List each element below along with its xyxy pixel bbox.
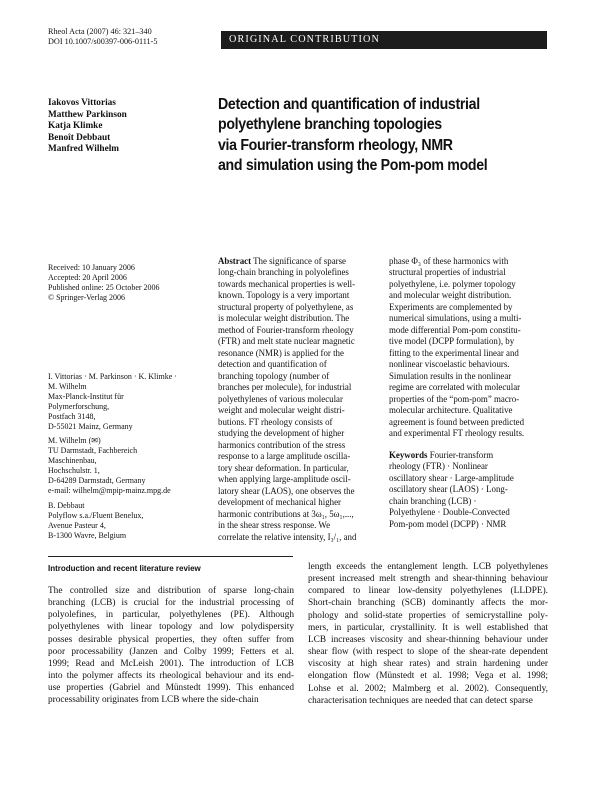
body-line: processability originates from LCB where the side-chain [48, 695, 259, 706]
affiliation-line: B-1300 Wavre, Belgium [48, 530, 127, 540]
body-line: LCB increases viscosity and shear-thinning behaviour under [308, 634, 548, 645]
author-name: Manfred Wilhelm [48, 144, 120, 155]
abstract-line: in the shear stress response. We [218, 520, 331, 531]
abstract-line: Experiments are complemented by [389, 301, 513, 312]
abstract-line: tive model (DCPP formulation), by [389, 336, 515, 347]
section-heading: Introduction and recent literature review [48, 563, 201, 573]
affiliation-tu-darmstadt [48, 436, 213, 495]
abstract-line: studying the development of higher [218, 428, 345, 439]
author-name: Iakovos Vittorias [48, 98, 116, 108]
article-title [218, 95, 531, 177]
body-line: compared to linear low-density polyethylenes (LLDPE). [308, 586, 548, 597]
section-divider [48, 556, 293, 557]
affiliation-line: Polyflow s.a./Fluent Benelux, [48, 510, 144, 520]
abstract-line: and experimental FT rheology results. [389, 428, 525, 439]
copyright: © Springer-Verlag 2006 [48, 292, 126, 302]
abstract-line: phase Φ₃ of these harmonics with [389, 256, 509, 266]
abstract-line: (FTR) and melt state nuclear magnetic [218, 336, 355, 347]
affiliation-line: Avenue Pasteur 4, [48, 520, 106, 530]
keywords-line: chain branching (LCB) · [389, 495, 477, 506]
abstract-line: polyethylenes of various molecular [218, 393, 343, 404]
affiliation-line: I. Vittorias · M. Parkinson · K. Klimke · [48, 372, 177, 381]
article-type-banner: ORIGINAL CONTRIBUTION [221, 31, 547, 49]
affiliation-line: Postfach 3148, [48, 411, 96, 421]
abstract-line: latory shear (LAOS), one observes the [218, 485, 355, 496]
body-line: phology and solid-state properties of semicrystalline poly- [308, 610, 548, 621]
author-list [48, 98, 127, 156]
body-line: shear flow (with respect to slope of the shear-rate dependent [308, 647, 548, 658]
affiliation-line: Max-Planck-Institut für [48, 391, 124, 401]
abstract-line: towards mechanical properties is well- [218, 278, 356, 289]
affiliation-line: M. Wilhelm [48, 381, 87, 391]
body-line: poor processability (Janzen and Colby 1999; Fetters et al. [48, 646, 294, 657]
abstract-line: Simulation results in the nonlinear [389, 370, 512, 381]
abstract-label: Abstract [218, 256, 252, 266]
abstract-line: molecular architecture. Qualitative [389, 405, 513, 416]
abstract-line: butions. FT rheology consists of [218, 416, 333, 427]
abstract-continuation-column [389, 256, 548, 530]
abstract-first-line: Abstract The significance of sparse [218, 256, 346, 266]
keywords-first-line: Keywords Fourier-transform [389, 449, 494, 460]
abstract-line: agreement is found between predicted [389, 416, 525, 427]
keywords-line: oscillatory shear (LAOS) · Long- [389, 484, 508, 495]
abstract-line: regime are correlated with molecular [389, 382, 521, 393]
abstract-line: method of Fourier-transform rheology [218, 324, 354, 335]
body-line: polyolefines, in particular, polyethylenes (PE). Although [48, 610, 294, 621]
doi-line: DOI 10.1007/s00397-006-0111-5 [48, 37, 158, 46]
keywords-line: rheology (FTR) · Nonlinear [389, 461, 488, 472]
email-line[interactable]: e-mail: wilhelm@mpip-mainz.mpg.de [48, 485, 171, 495]
abstract-line: is molecular weight distribution. The [218, 313, 350, 324]
abstract-line: harmonic contributions at 3ω₁, 5ω₁,..., [218, 508, 354, 519]
abstract-line: long-chain branching in polyolefines [218, 267, 349, 278]
body-line: present increased melt strength and shear-thinning behaviour [308, 574, 548, 585]
title-line: via Fourier-transform rheology, NMR [218, 136, 453, 154]
body-line: Short-chain branching (SCB) dominantly affects the mor- [308, 598, 548, 609]
abstract-line: harmonics contribution of the stress [218, 439, 346, 450]
body-line: into the polymer affects its rheological behaviour and its end- [48, 671, 294, 682]
body-line: characterisation techniques are needed that can detect sparse [308, 695, 533, 706]
abstract-line: mode differential Pom-pom constitu- [389, 324, 521, 335]
affiliation-polyflow [48, 501, 213, 541]
body-line: 1999; Read and McLeish 2001). The introduction of LCB [48, 658, 294, 669]
abstract-line: known. Topology is a very important [218, 290, 350, 301]
abstract-line: and molecular weight distribution. [389, 290, 512, 301]
body-line: mers, in particular, crystallinity. It is well established that [308, 622, 548, 633]
body-left-column [48, 585, 294, 707]
abstract-line: resonance (NMR) is applied for the [218, 347, 344, 358]
abstract-line: branches per molecule), for industrial [218, 382, 352, 393]
abstract-line: fitting to the experimental linear and [389, 347, 519, 358]
abstract-line: correlate the relative intensity, I₃/₁, and [218, 531, 357, 542]
abstract-line: structural properties of industrial [389, 267, 506, 278]
affiliation-line: Hochschulstr. 1, [48, 465, 100, 475]
journal-volume-line: Rheol Acta (2007) 46: 321–340 [48, 27, 152, 36]
date-accepted: Accepted: 20 April 2006 [48, 272, 127, 282]
affiliation-line: Maschinenbau, [48, 455, 97, 465]
abstract-line: tory shear deformation. In particular, [218, 462, 349, 473]
abstract-line: weight and molecular weight distri- [218, 405, 345, 416]
abstract-line: polyethylene, i.e. polymer topology [389, 278, 516, 289]
abstract-line: development of mechanical higher [218, 497, 341, 508]
date-received: Received: 10 January 2006 [48, 263, 135, 272]
keywords-label: Keywords [389, 449, 428, 460]
body-right-column [308, 561, 548, 707]
abstract-line: structural property of polyethylene, as [218, 301, 354, 312]
affiliation-line: Polymerforschung, [48, 401, 110, 411]
title-line: and simulation using the Pom-pom model [218, 157, 488, 175]
abstract-line: properties of the “pom-pom” macro- [389, 393, 520, 404]
author-name: Matthew Parkinson [48, 109, 127, 120]
body-line: elongation flow (Münstedt et al. 1998; Vega et al. 1998; [308, 671, 548, 682]
affiliation-line: TU Darmstadt, Fachbereich [48, 445, 138, 455]
journal-citation [48, 27, 157, 47]
body-line: Lohse et al. 2002; Malmberg et al. 2002). Consequently, [308, 683, 548, 694]
affiliation-line: D-55021 Mainz, Germany [48, 421, 133, 431]
body-line: length exceeds the entanglement length. LCB polyethylenes [308, 562, 548, 572]
keywords-line: Polyethylene · Double-Convected [389, 507, 510, 518]
abstract-line: numerical simulations, using a multi- [389, 313, 522, 324]
abstract-line: branching topology (number of [218, 370, 330, 381]
body-line: polyethylenes with linear topology and low polydispersity [48, 622, 294, 633]
abstract-line: response to a large amplitude oscilla- [218, 451, 351, 462]
body-line: posses desirable physical properties, they often suffer from [48, 634, 294, 645]
abstract-line: detection and quantification of [218, 359, 327, 370]
abstract-text [218, 267, 381, 543]
title-line: Detection and quantification of industrial [218, 96, 480, 113]
author-name: Benoît Debbaut [48, 132, 111, 143]
affiliation-mpi [48, 372, 213, 431]
publication-dates [48, 263, 213, 303]
body-line: use properties (Gabriel and Münstedt 1999). This enhanced [48, 683, 294, 694]
abstract-continuation-text [389, 256, 548, 440]
title-line: polyethylene branching topologies [218, 116, 442, 134]
abstract-column [218, 256, 381, 543]
affiliation-line: B. Debbaut [48, 501, 85, 510]
body-line: The controlled size and distribution of sparse long-chain [48, 586, 294, 596]
keywords-line: oscillatory shear · Large-amplitude [389, 472, 514, 483]
keywords-text [389, 461, 548, 530]
body-line: viscosity at high shear rates) and strain hardening under [308, 659, 548, 670]
abstract-line: nonlinear viscoelastic behaviours. [389, 359, 510, 370]
affiliation-line: D-64289 Darmstadt, Germany [48, 475, 146, 485]
date-published: Published online: 25 October 2006 [48, 282, 160, 292]
author-name: Katja Klimke [48, 121, 103, 132]
abstract-line: when applying large-amplitude oscil- [218, 474, 351, 485]
keywords-line: Pom-pom model (DCPP) · NMR [389, 518, 507, 529]
body-line: branching (LCB) is crucial for the industrial processing of [48, 598, 294, 609]
corresponding-author-line: M. Wilhelm (✉) [48, 436, 101, 445]
